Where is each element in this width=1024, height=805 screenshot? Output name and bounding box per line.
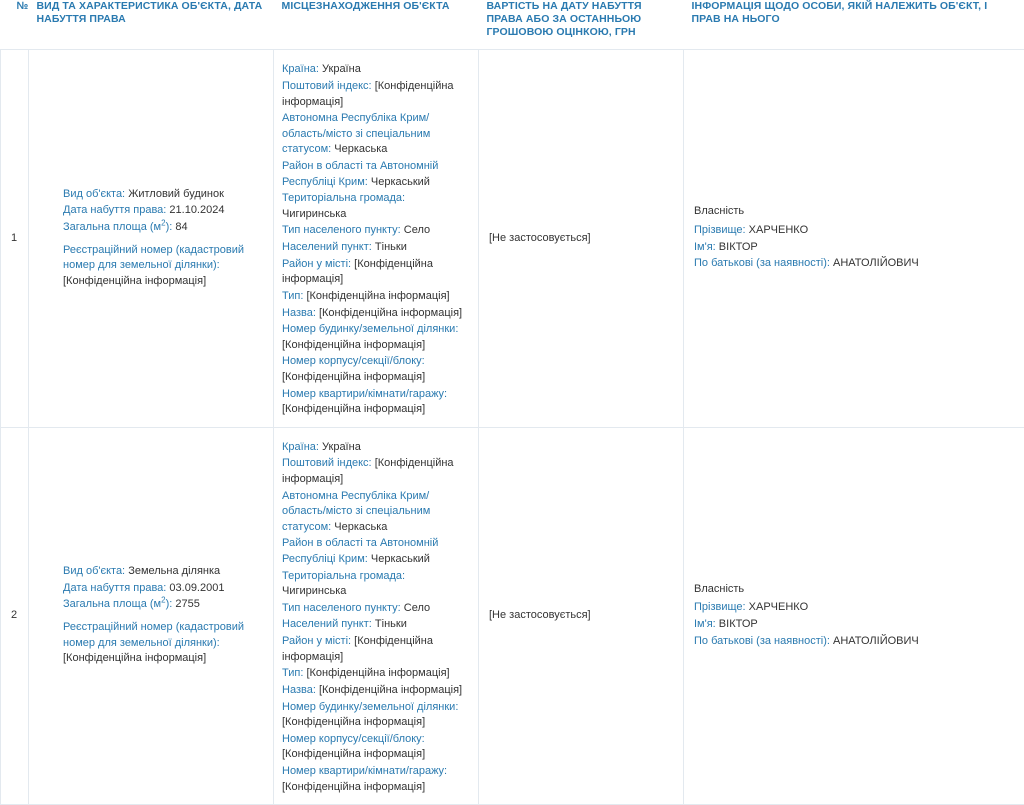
building-number-label: Номер будинку/земельної ділянки: xyxy=(282,701,458,713)
street-name-line xyxy=(282,306,470,322)
apartment-number-line xyxy=(282,764,470,795)
building-number-line xyxy=(282,700,470,731)
last-name-value: ХАРЧЕНКО xyxy=(749,601,808,613)
block-number-line xyxy=(282,354,470,385)
building-number-line xyxy=(282,322,470,353)
apartment-number-label: Номер квартири/кімнати/гаражу: xyxy=(282,388,447,400)
city-district-line xyxy=(282,634,470,665)
country-label: Країна: xyxy=(282,63,319,75)
apartment-number-value: [Конфіденційна інформація] xyxy=(282,403,425,415)
patronymic-line xyxy=(694,634,1016,650)
region-line xyxy=(282,111,470,158)
street-type-label: Тип: xyxy=(282,290,303,302)
block-number-value: [Конфіденційна інформація] xyxy=(282,371,425,383)
community-label: Територіальна громада: xyxy=(282,570,405,582)
patronymic-label: По батькові (за наявності): xyxy=(694,257,830,269)
table-row xyxy=(1,50,1024,427)
column-header-cost: ВАРТІСТЬ НА ДАТУ НАБУТТЯ ПРАВА АБО ЗА ОСТАННЬОЮ ГРОШОВОЮ ОЦІНКОЮ, ГРН xyxy=(479,0,684,50)
city-district-value: [Конфіденційна інформація] xyxy=(282,635,433,663)
column-header-object: ВИД ТА ХАРАКТЕРИСТИКА ОБ'ЄКТА, ДАТА НАБУТТЯ ПРАВА xyxy=(29,0,274,50)
table-header-row xyxy=(1,0,1024,50)
region-value: Черкаська xyxy=(334,143,387,155)
total-area-line xyxy=(63,597,261,613)
total-area-line xyxy=(63,220,261,236)
street-type-label: Тип: xyxy=(282,667,303,679)
last-name-label: Прізвище: xyxy=(694,601,746,613)
first-name-label: Ім'я: xyxy=(694,241,716,253)
region-line xyxy=(282,489,470,536)
city-district-line xyxy=(282,257,470,288)
settlement-line xyxy=(282,240,470,256)
total-area-label-end: ): xyxy=(166,598,173,610)
first-name-line xyxy=(694,240,1016,256)
street-type-value: [Конфіденційна інформація] xyxy=(306,290,449,302)
object-type-line xyxy=(63,187,261,203)
cost-cell: [Не застосовується] xyxy=(479,50,684,427)
row-number: 1 xyxy=(1,50,29,427)
street-name-label: Назва: xyxy=(282,307,316,319)
apartment-number-value: [Конфіденційна інформація] xyxy=(282,781,425,793)
region-label: Автономна Республіка Крим/область/місто зі спеціальним статусом: xyxy=(282,112,430,155)
city-district-value: [Конфіденційна інформація] xyxy=(282,258,433,286)
table-body xyxy=(1,50,1024,805)
settlement-value: Тіньки xyxy=(375,241,407,253)
street-type-line xyxy=(282,666,470,682)
building-number-label: Номер будинку/земельної ділянки: xyxy=(282,323,458,335)
ownership-type: Власність xyxy=(694,204,1016,220)
column-header-person: ІНФОРМАЦІЯ ЩОДО ОСОБИ, ЯКІЙ НАЛЕЖИТЬ ОБ'ЄКТ, І ПРАВ НА НЬОГО xyxy=(684,0,1024,50)
apartment-number-label: Номер квартири/кімнати/гаражу: xyxy=(282,765,447,777)
reg-number-label: Реєстраційний номер (кадастровий номер для земельної ділянки): xyxy=(63,621,244,649)
first-name-value: ВІКТОР xyxy=(719,241,758,253)
reg-number-line xyxy=(63,620,261,667)
street-name-value: [Конфіденційна інформація] xyxy=(319,684,462,696)
settlement-type-line xyxy=(282,601,470,617)
settlement-label: Населений пункт: xyxy=(282,241,372,253)
city-district-label: Район у місті: xyxy=(282,635,351,647)
region-label: Автономна Республіка Крим/область/місто зі спеціальним статусом: xyxy=(282,490,430,533)
column-header-number: № xyxy=(1,0,29,50)
settlement-label: Населений пункт: xyxy=(282,618,372,630)
country-label: Країна: xyxy=(282,441,319,453)
total-area-label: Загальна площа (м xyxy=(63,598,161,610)
postal-code-line xyxy=(282,79,470,110)
last-name-label: Прізвище: xyxy=(694,224,746,236)
acquire-date-label: Дата набуття права: xyxy=(63,204,166,216)
street-name-line xyxy=(282,683,470,699)
first-name-label: Ім'я: xyxy=(694,618,716,630)
postal-code-label: Поштовий індекс: xyxy=(282,457,372,469)
country-value: Україна xyxy=(322,63,361,75)
person-cell xyxy=(684,50,1024,427)
district-value: Черкаський xyxy=(371,176,430,188)
building-number-value: [Конфіденційна інформація] xyxy=(282,339,425,351)
settlement-type-value: Село xyxy=(404,224,430,236)
object-type-value: Житловий будинок xyxy=(128,188,224,200)
community-value: Чигиринська xyxy=(282,208,346,220)
country-value: Україна xyxy=(322,441,361,453)
settlement-value: Тіньки xyxy=(375,618,407,630)
block-number-value: [Конфіденційна інформація] xyxy=(282,748,425,760)
last-name-line xyxy=(694,223,1016,239)
table-row xyxy=(1,427,1024,804)
first-name-value: ВІКТОР xyxy=(719,618,758,630)
country-line xyxy=(282,62,470,78)
block-number-label: Номер корпусу/секції/блоку: xyxy=(282,733,425,745)
last-name-line xyxy=(694,600,1016,616)
total-area-value: 2755 xyxy=(175,598,199,610)
apartment-number-line xyxy=(282,387,470,418)
first-name-line xyxy=(694,617,1016,633)
patronymic-line xyxy=(694,256,1016,272)
street-type-line xyxy=(282,289,470,305)
column-header-location: МІСЦЕЗНАХОДЖЕННЯ ОБ'ЄКТА xyxy=(274,0,479,50)
object-cell xyxy=(29,50,274,427)
postal-code-value: [Конфіденційна інформація] xyxy=(282,457,454,485)
object-type-line xyxy=(63,564,261,580)
street-name-value: [Конфіденційна інформація] xyxy=(319,307,462,319)
ownership-type: Власність xyxy=(694,582,1016,598)
settlement-type-line xyxy=(282,223,470,239)
object-type-label: Вид об'єкта: xyxy=(63,188,125,200)
reg-number-value: [Конфіденційна інформація] xyxy=(63,275,206,287)
acquire-date-label: Дата набуття права: xyxy=(63,582,166,594)
cost-cell: [Не застосовується] xyxy=(479,427,684,804)
total-area-value: 84 xyxy=(175,221,187,233)
settlement-line xyxy=(282,617,470,633)
patronymic-value: АНАТОЛІЙОВИЧ xyxy=(833,257,919,269)
district-line xyxy=(282,159,470,190)
location-cell xyxy=(274,50,479,427)
community-value: Чигиринська xyxy=(282,585,346,597)
reg-number-label: Реєстраційний номер (кадастровий номер для земельної ділянки): xyxy=(63,244,244,272)
settlement-type-label: Тип населеного пункту: xyxy=(282,224,401,236)
total-area-superscript: 2 xyxy=(161,218,165,227)
postal-code-value: [Конфіденційна інформація] xyxy=(282,80,454,108)
total-area-superscript: 2 xyxy=(161,596,165,605)
country-line xyxy=(282,440,470,456)
patronymic-value: АНАТОЛІЙОВИЧ xyxy=(833,635,919,647)
patronymic-label: По батькові (за наявності): xyxy=(694,635,830,647)
block-number-line xyxy=(282,732,470,763)
block-number-label: Номер корпусу/секції/блоку: xyxy=(282,355,425,367)
postal-code-line xyxy=(282,456,470,487)
city-district-label: Район у місті: xyxy=(282,258,351,270)
object-type-value: Земельна ділянка xyxy=(128,565,220,577)
object-cell xyxy=(29,427,274,804)
community-label: Територіальна громада: xyxy=(282,192,405,204)
reg-number-line xyxy=(63,243,261,290)
street-name-label: Назва: xyxy=(282,684,316,696)
settlement-type-value: Село xyxy=(404,602,430,614)
region-value: Черкаська xyxy=(334,521,387,533)
district-label: Район в області та Автономній Республіці Крим: xyxy=(282,160,438,188)
district-label: Район в області та Автономній Республіці Крим: xyxy=(282,537,438,565)
person-cell xyxy=(684,427,1024,804)
street-type-value: [Конфіденційна інформація] xyxy=(306,667,449,679)
acquire-date-line xyxy=(63,203,261,219)
total-area-label-end: ): xyxy=(166,221,173,233)
object-type-label: Вид об'єкта: xyxy=(63,565,125,577)
district-value: Черкаський xyxy=(371,553,430,565)
location-cell xyxy=(274,427,479,804)
community-line xyxy=(282,191,470,222)
reg-number-value: [Конфіденційна інформація] xyxy=(63,652,206,664)
last-name-value: ХАРЧЕНКО xyxy=(749,224,808,236)
table-header xyxy=(1,0,1024,50)
district-line xyxy=(282,536,470,567)
acquire-date-value: 03.09.2001 xyxy=(169,582,224,594)
postal-code-label: Поштовий індекс: xyxy=(282,80,372,92)
community-line xyxy=(282,569,470,600)
settlement-type-label: Тип населеного пункту: xyxy=(282,602,401,614)
total-area-label: Загальна площа (м xyxy=(63,221,161,233)
building-number-value: [Конфіденційна інформація] xyxy=(282,716,425,728)
acquire-date-line xyxy=(63,581,261,597)
row-number: 2 xyxy=(1,427,29,804)
acquire-date-value: 21.10.2024 xyxy=(169,204,224,216)
